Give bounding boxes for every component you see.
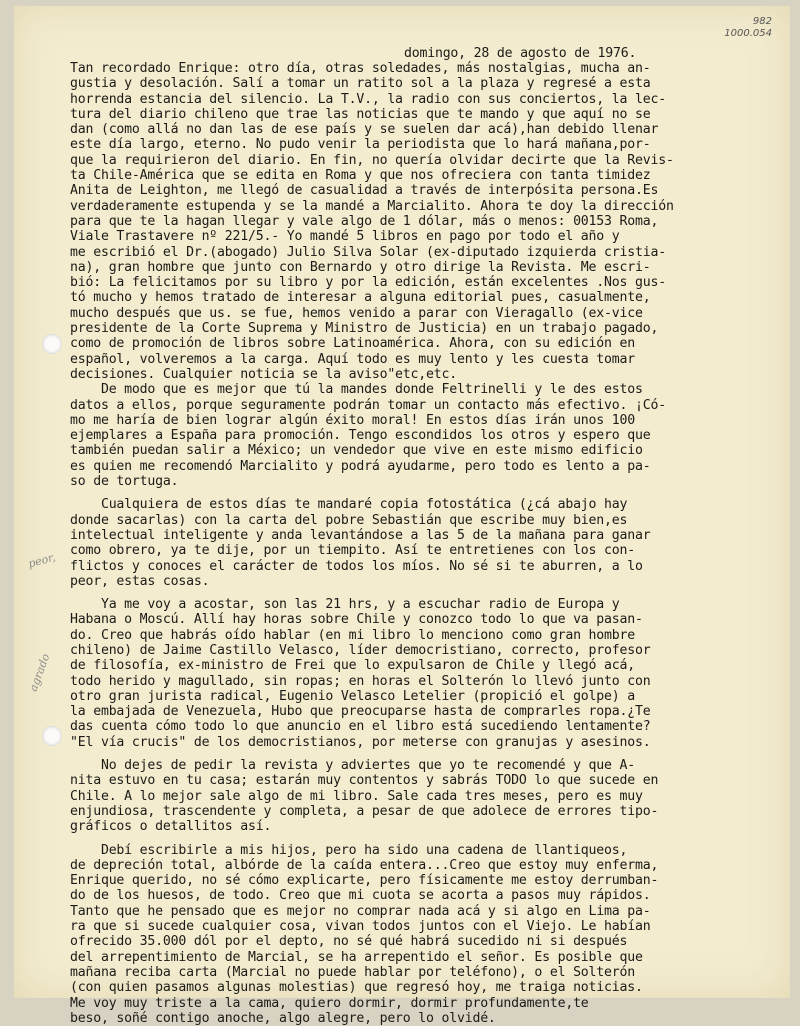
paragraph-1: Tan recordado Enrique: otro día, otras soledades, más nostalgias, mucha an- gustia y desolación. Salí a tomar un ratito sol a la plaza y regresé a esta horrenda estancia del silencio. La T.V., la radio con sus conciertos, la lec- tura del diario chileno que trae las noticias que te mando y que aquí no se dan (como allá no dan las de ese país y se suelen dar acá),han debido llenar este día largo, eterno. No pudo venir la periodista que lo hará mañana,por- que la requirieron del diario. En fin, no quería olvidar decirte que la Revis- ta Chile-América que se edita en Roma y que nos ofreciera con tanta timidez Anita de Leighton, me llegó de casualidad a través de interpósita persona.Es verdaderamente estupenda y se la mandé a Marcialito. Ahora te doy la dirección para que te la hagan llegar y vale algo de 1 dólar, más o menos: 00153 Roma, Viale Trastavere nº 221/5.- Yo mandé 5 libros en pago por todo el año y me escribió el Dr.(abogado) Julio Silva Solar (ex-diputado izquierda cristia- na), gran hombre que junto con Bernardo y otro dirige la Revista. Me escri- bió: La felicitamos por su libro y por la edición, están excelentes .Nos gus- tó mucho y hemos tratado de interesar a alguna editorial pues, casualmente, mucho después que us. se fue, hemos venido a parar con Vieragallo (ex-vice presidente de la Corte Suprema y Ministro de Justicia) en un trabajo pagado, como de promoción de libros sobre Latinoamérica. Ahora, con su edición en español, volveremos a la carga. Aquí todo es muy lento y les cuesta tomar decisiones. Cualquier noticia se la aviso"etc,etc. xyxy=(70,61,674,382)
archive-reference xyxy=(724,16,772,40)
margin-note-agrado: agrado xyxy=(26,651,53,694)
paragraph-2: De modo que es mejor que tú la mandes donde Feltrinelli y le des estos datos a ellos, porque seguramente podrán tomar un contacto más efectivo. ¡Có- mo me haría de bien lograr algún éxito moral! En estos días irán unos 100 ejemplares a España para promoción. Tengo escondidos los otros y espero que también puedan salir a México; un vendedor que vive en este mismo edificio es quien me recomendó Marcialito y podrá ayudarme, pero todo es lento a pa- so de tortuga. xyxy=(70,382,666,490)
paragraph-3: Cualquiera de estos días te mandaré copia fotostática (¿cá abajo hay donde sacarlas) con la carta del pobre Sebastián que escribe muy bien,es intelectual inteligente y anda levantándose a las 5 de la mañana para ganar como obrero, ya te dije, por un tiempito. Así te entretienes con los con- flictos y conoces el carácter de todos los míos. No sé si te aburren, a lo peor, estas cosas. xyxy=(70,497,651,589)
punch-hole-icon xyxy=(42,334,62,354)
paragraph-4: Ya me voy a acostar, son las 21 hrs, y a escuchar radio de Europa y Habana o Moscú. Allí hay horas sobre Chile y conozco todo lo que va pasan- do. Creo que habrás oído hablar (en mi libro lo menciono como gran hombre chileno) de Jaime Castillo Velasco, líder democristiano, correcto, profesor de filosofía, ex-ministro de Frei que lo expulsaron de Chile y llegó acá, todo herido y magullado, sin ropas; en horas el Solterón lo llevó junto con otro gran jurista radical, Eugenio Velasco Letelier (propició el golpe) a la embajada de Venezuela, Hubo que preocuparse hasta de comprarles ropa.¿Te das cuenta cómo todo lo que anuncio en el libro está sucediendo lentamente? "El vía crucis" de los democristianos, por meterse con granujas y asesinos. xyxy=(70,597,651,750)
letter-page xyxy=(14,6,790,1026)
letter-body xyxy=(70,46,786,1026)
letter-date: domingo, 28 de agosto de 1976. xyxy=(404,46,637,61)
margin-note-peor: peor, xyxy=(26,550,57,571)
punch-hole-icon xyxy=(42,726,62,746)
archive-ref-line2: 1000.054 xyxy=(724,28,772,39)
paragraph-6: Debí escribirle a mis hijos, pero ha sido una cadena de llantiqueos, de depreción total, albórde de la caída entera...Creo que estoy muy enferma, Enrique querido, no sé cómo explicarte, pero físicamente me estoy derrumban- do de los huesos, de todo. Creo que mi cuota se acorta a pasos muy rápidos. Tanto que he pensado que es mejor no comprar nada acá y si algo en Lima pa- ra que si sucede cualquier cosa, vivan todos juntos con el Viejo. Le habían ofrecido 35.000 dól por el depto, no sé qué habrá sucedido ni si después del arrepentimiento de Marcial, se ha arrepentido el señor. Es posible que mañana reciba carta (Marcial no puede hablar por teléfono), o el Solterón (con quien pasamos algunas molestias) que regresó hoy, me traiga noticias. Me voy muy triste a la cama, quiero dormir, dormir profundamente,te beso, soñé contigo anoche, algo alegre, pero lo olvidé. xyxy=(70,842,659,1026)
paragraph-5: No dejes de pedir la revista y adviertes que yo te recomendé y que A- nita estuvo en tu casa; estarán muy contentos y sabrás TODO lo que sucede en Chile. A lo mejor sale algo de mi libro. Sale cada tres meses, pero es muy enjundiosa, trascendente y completa, a pesar de que adolece de errores tipo- gráficos o detallitos así. xyxy=(70,758,659,835)
archive-ref-line1: 982 xyxy=(752,16,772,27)
